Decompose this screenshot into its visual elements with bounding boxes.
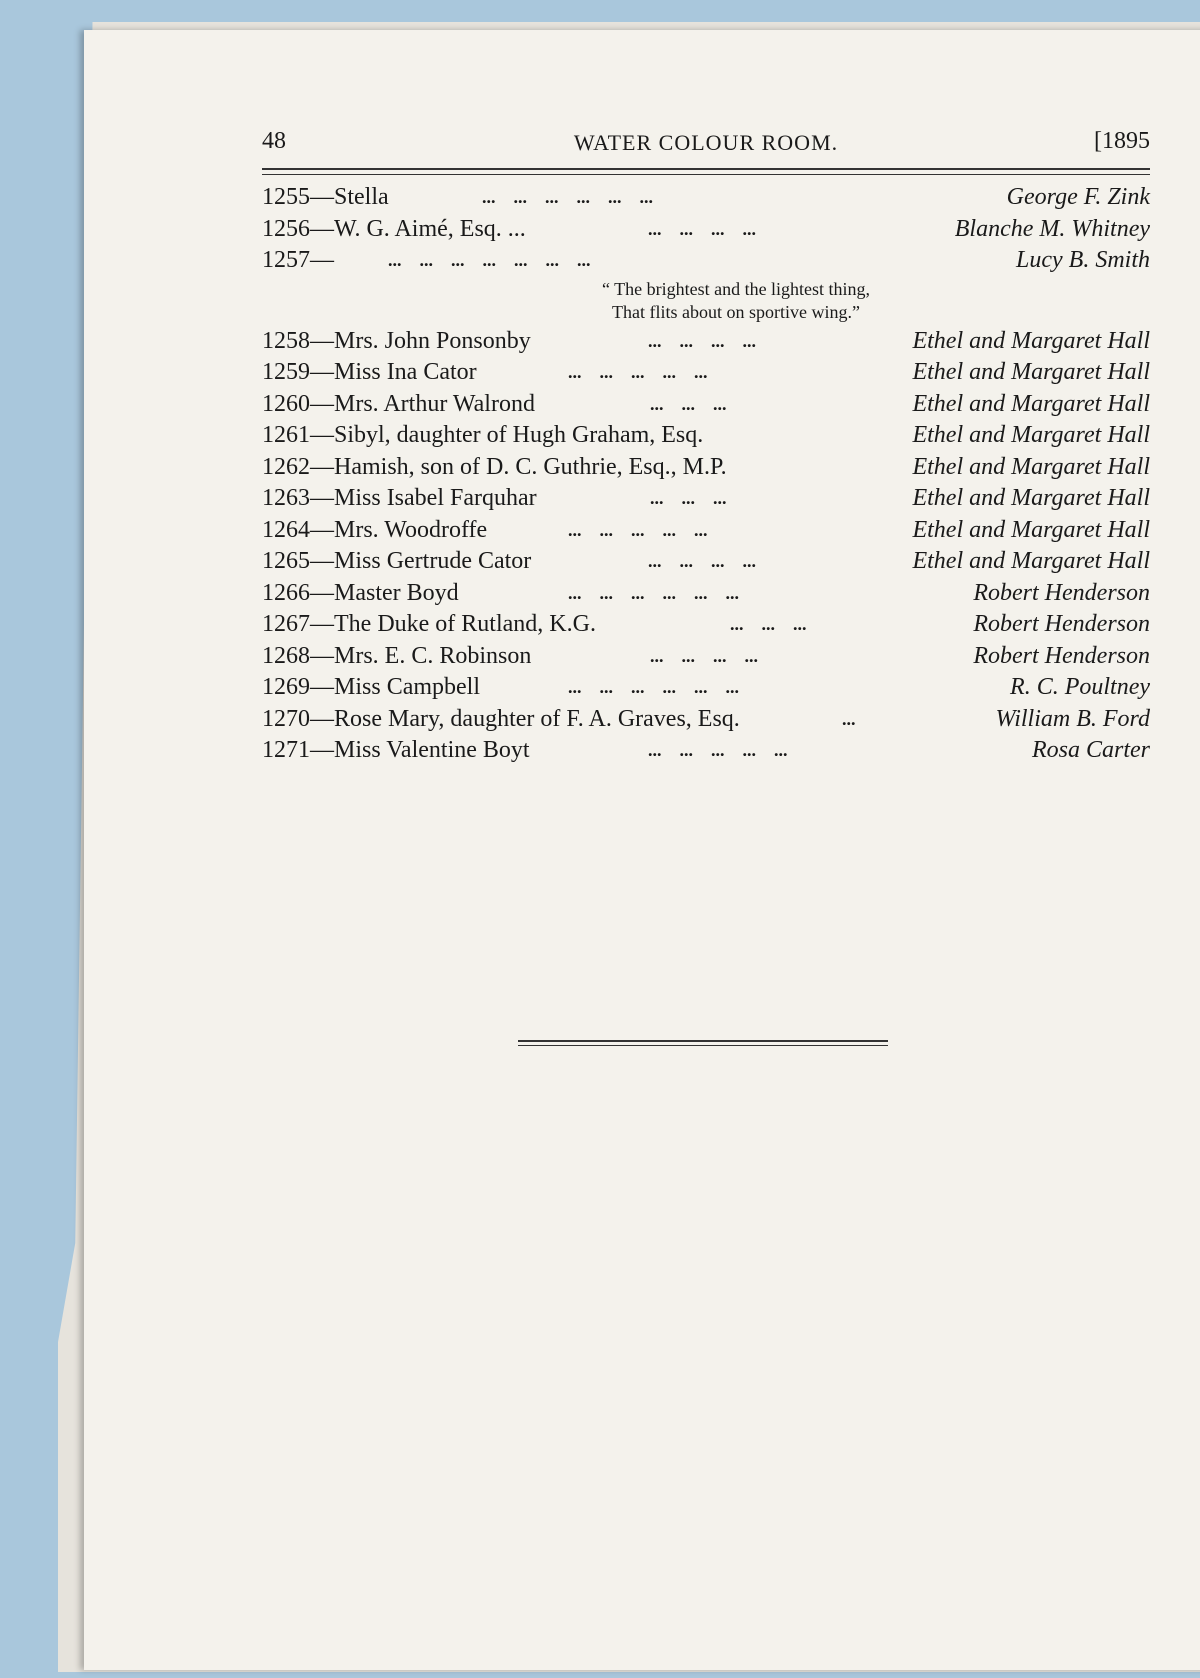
entry-row [262, 609, 1150, 641]
dot-leaders: ... ... ... [650, 488, 727, 508]
quotation-line: “ The brightest and the lightest thing, [601, 278, 871, 299]
artist-name: Ethel and Margaret Hall [912, 359, 1150, 385]
dot-leaders: ... ... ... [650, 393, 727, 414]
entry-row [262, 245, 1150, 277]
artist-name: Ethel and Margaret Hall [912, 516, 1150, 543]
entry-row [262, 452, 1150, 484]
entry-row [262, 672, 1150, 704]
artist-name: Ethel and Margaret Hall [912, 422, 1150, 448]
artist-name: Ethel and Margaret Hall [912, 548, 1150, 574]
artist-name: Ethel and Margaret Hall [912, 390, 1150, 417]
header-rule-thin [262, 174, 1150, 175]
catalogue-entries [262, 182, 1150, 767]
dot-leaders: ... ... ... ... [648, 218, 756, 239]
entry-row [262, 546, 1150, 578]
entry-row [262, 704, 1150, 736]
entry-row [262, 182, 1150, 214]
entry-title: 1258—Mrs. John Ponsonby [262, 327, 531, 354]
dot-leaders: ... ... ... ... ... ... ... [388, 250, 591, 270]
year-label: [1895 [1094, 128, 1150, 154]
artist-name: Robert Henderson [973, 611, 1150, 637]
entry-title: 1270—Rose Mary, daughter of F. A. Graves, Esq. [262, 705, 740, 732]
entry-title: 1268—Mrs. E. C. Robinson [262, 642, 532, 669]
artist-name: William B. Ford [995, 705, 1150, 732]
quotation [262, 278, 1150, 324]
entry-row [262, 515, 1150, 547]
entry-title: 1265—Miss Gertrude Cator [262, 548, 532, 574]
entry-title: 1257— [262, 247, 334, 273]
artist-name: Blanche M. Whitney [954, 215, 1150, 242]
artist-name: Ethel and Margaret Hall [912, 453, 1150, 480]
artist-name: R. C. Poultney [1010, 674, 1150, 700]
dot-leaders: ... ... ... ... [648, 551, 756, 571]
dot-leaders: ... ... ... ... [650, 645, 758, 666]
entry-title: 1269—Miss Campbell [262, 674, 481, 700]
entry-title: 1260—Mrs. Arthur Walrond [262, 390, 535, 417]
artist-name: Lucy B. Smith [1016, 247, 1150, 273]
artist-name: Ethel and Margaret Hall [912, 327, 1150, 354]
page-header [262, 128, 1150, 160]
dot-leaders: ... ... ... ... [648, 330, 756, 351]
end-rule [518, 1040, 888, 1042]
dot-leaders: ... ... ... ... ... ... [482, 187, 653, 207]
dot-leaders: ... ... ... ... ... [648, 740, 788, 760]
entry-title: 1266—Master Boyd [262, 579, 459, 606]
entry-title: 1264—Mrs. Woodroffe [262, 516, 488, 543]
entry-title: 1255—Stella [262, 184, 389, 210]
entry-row [262, 420, 1150, 452]
entry-title: 1267—The Duke of Rutland, K.G. [262, 611, 596, 637]
quotation-line: That flits about on sportive wing.” [612, 301, 860, 322]
entry-title: 1256—W. G. Aimé, Esq. ... [262, 215, 526, 242]
entry-row [262, 641, 1150, 673]
entry-row [262, 483, 1150, 515]
dot-leaders: ... ... ... ... ... [568, 519, 708, 540]
dot-leaders: ... [842, 708, 856, 729]
entry-row [262, 357, 1150, 389]
artist-name: Rosa Carter [1031, 737, 1150, 763]
entry-title: 1263—Miss Isabel Farquhar [262, 485, 537, 511]
section-title: WATER COLOUR ROOM. [573, 130, 839, 155]
entry-title: 1259—Miss Ina Cator [262, 359, 477, 385]
entry-row [262, 326, 1150, 358]
artist-name: Robert Henderson [973, 642, 1150, 669]
entry-title: 1271—Miss Valentine Boyt [262, 737, 530, 763]
entry-row [262, 389, 1150, 421]
entry-title: 1262—Hamish, son of D. C. Guthrie, Esq., M.P. [262, 453, 727, 480]
artist-name: George F. Zink [1006, 184, 1150, 210]
end-rule-thin [518, 1045, 888, 1046]
dot-leaders: ... ... ... ... ... [568, 362, 708, 382]
entry-row [262, 214, 1150, 246]
dot-leaders: ... ... ... [730, 614, 807, 634]
entry-row [262, 735, 1150, 767]
header-rule [262, 168, 1150, 170]
artist-name: Robert Henderson [973, 579, 1150, 606]
artist-name: Ethel and Margaret Hall [912, 485, 1150, 511]
dot-leaders: ... ... ... ... ... ... [568, 677, 739, 697]
entry-title: 1261—Sibyl, daughter of Hugh Graham, Esq. [262, 422, 704, 448]
dot-leaders: ... ... ... ... ... ... [568, 582, 739, 603]
page-number: 48 [262, 128, 286, 154]
entry-row [262, 578, 1150, 610]
